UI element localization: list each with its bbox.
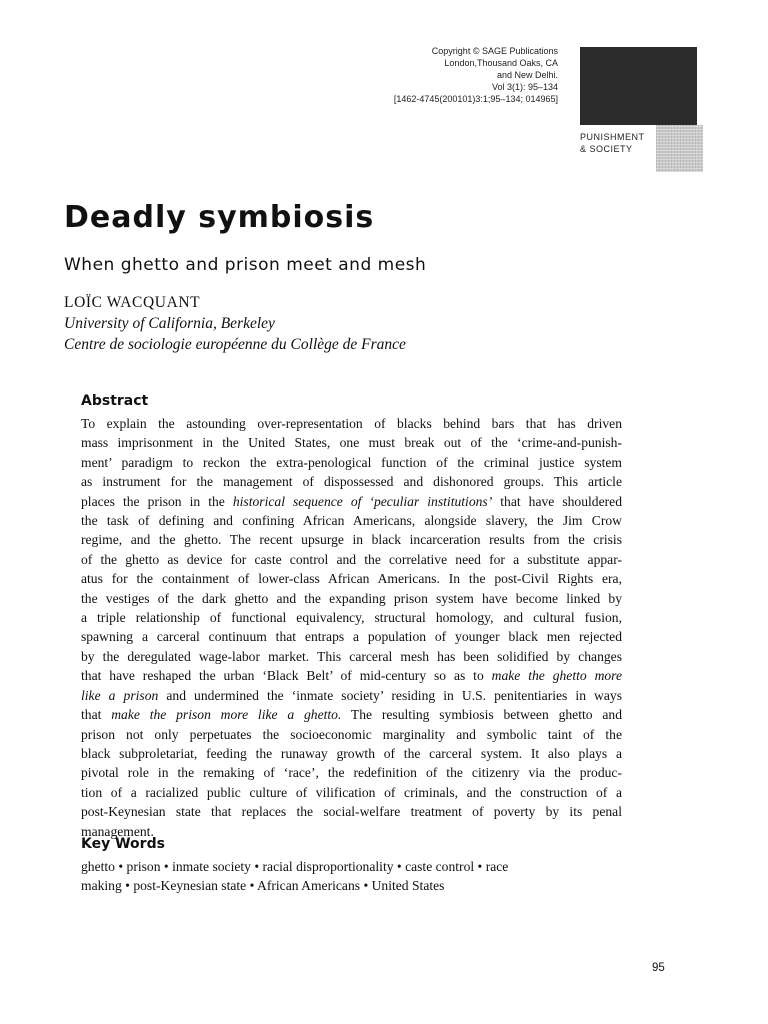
abstract-line: as instrument for the management of dispossessed and dishonored groups. This article bbox=[81, 474, 622, 490]
author-affiliation: Centre de sociologie européenne du Collège de France bbox=[64, 336, 406, 353]
abstract-line: tion of a racialized public culture of vilification of criminals, and the construction of a bbox=[81, 784, 622, 800]
author-name: LOÏC WACQUANT bbox=[64, 294, 201, 311]
journal-logo-halftone-block bbox=[656, 125, 703, 172]
abstract-italic-phrase: make the ghetto more bbox=[491, 668, 623, 684]
copyright-notice bbox=[394, 45, 558, 105]
author-affiliation: University of California, Berkeley bbox=[64, 315, 275, 332]
keywords-line: making • post-Keynesian state • African Americans • United States bbox=[81, 878, 445, 894]
journal-name bbox=[580, 131, 645, 155]
copyright-line: [1462-4745(200101)3:1;95–134; 014965] bbox=[393, 94, 558, 104]
abstract-line: mass imprisonment in the United States, one must break out of the ‘crime-and-punish- bbox=[81, 435, 622, 451]
abstract-line bbox=[81, 705, 622, 724]
article-subtitle: When ghetto and prison meet and mesh bbox=[64, 255, 427, 275]
journal-name-line: PUNISHMENT bbox=[580, 132, 645, 142]
keywords-line: ghetto • prison • inmate society • racial disproportionality • caste control • race bbox=[81, 859, 509, 874]
abstract-line bbox=[81, 686, 622, 705]
abstract-line: To explain the astounding over-representation of blacks behind bars that has driven bbox=[81, 416, 622, 431]
copyright-line: Copyright © SAGE Publications bbox=[431, 46, 558, 56]
abstract-line: the task of defining and confining African Americans, alongside slavery, the Jim Crow bbox=[81, 513, 622, 529]
abstract-line: spawning a carceral continuum that entraps a population of younger black men rejected bbox=[81, 629, 622, 645]
abstract-line: a triple relationship of functional equivalency, structural homology, and cultural fusion, bbox=[81, 610, 622, 626]
abstract-line: post-Keynesian state that replaces the social-welfare treatment of poverty by its penal bbox=[81, 804, 622, 820]
abstract-line: management. bbox=[81, 823, 154, 839]
author-block bbox=[64, 292, 406, 355]
abstract-italic-phrase: make the prison more like a ghetto. bbox=[111, 707, 342, 723]
abstract-line bbox=[81, 492, 622, 511]
abstract-line: of the ghetto as device for caste control and the correlative need for a substitute appar- bbox=[81, 551, 622, 567]
abstract-body bbox=[81, 414, 622, 841]
abstract-text: that have reshaped the urban ‘Black Belt’ of mid-century so as to bbox=[81, 668, 492, 684]
copyright-line: Vol 3(1): 95–134 bbox=[491, 82, 558, 92]
page-number: 95 bbox=[652, 962, 665, 974]
abstract-text: The resulting symbiosis between ghetto and bbox=[341, 707, 622, 723]
copyright-line: and New Delhi. bbox=[496, 70, 558, 80]
abstract-line: pivotal role in the remaking of ‘race’, the redefinition of the citizenry via the produc- bbox=[81, 765, 622, 781]
abstract-line: atus for the containment of lower-class African Americans. In the post-Civil Rights era, bbox=[81, 571, 622, 587]
abstract-line bbox=[81, 666, 622, 685]
article-title: Deadly symbiosis bbox=[64, 200, 375, 235]
journal-logo-dark-block bbox=[580, 47, 697, 125]
abstract-italic-phrase: like a prison bbox=[81, 687, 159, 703]
abstract-text: places the prison in the bbox=[81, 493, 233, 509]
abstract-text: that have shouldered bbox=[492, 493, 622, 509]
abstract-heading: Abstract bbox=[81, 393, 149, 409]
abstract-text: and undermined the ‘inmate society’ residing in U.S. penitentiaries in ways bbox=[158, 687, 622, 703]
abstract-line: the vestiges of the dark ghetto and the expanding prison system have become linked by bbox=[81, 590, 622, 606]
abstract-text: that bbox=[81, 707, 112, 723]
keywords-heading: Key Words bbox=[81, 836, 165, 852]
abstract-line: by the deregulated wage-labor market. This carceral mesh has been solidified by changes bbox=[81, 648, 622, 664]
abstract-line: black subproletariat, feeding the runaway growth of the carceral system. It also plays a bbox=[81, 745, 622, 761]
keywords-list bbox=[81, 857, 622, 896]
journal-name-line: & SOCIETY bbox=[580, 144, 633, 154]
abstract-line: ment’ paradigm to reckon the extra-penological function of the criminal justice system bbox=[81, 454, 622, 470]
copyright-line: London,Thousand Oaks, CA bbox=[444, 58, 558, 68]
abstract-italic-phrase: historical sequence of ‘peculiar institutions’ bbox=[232, 493, 493, 509]
abstract-line: regime, and the ghetto. The recent upsurge in black incarceration results from the crisis bbox=[81, 532, 622, 548]
abstract-line: prison not only perpetuates the socioeconomic marginality and symbolic taint of the bbox=[81, 726, 622, 742]
